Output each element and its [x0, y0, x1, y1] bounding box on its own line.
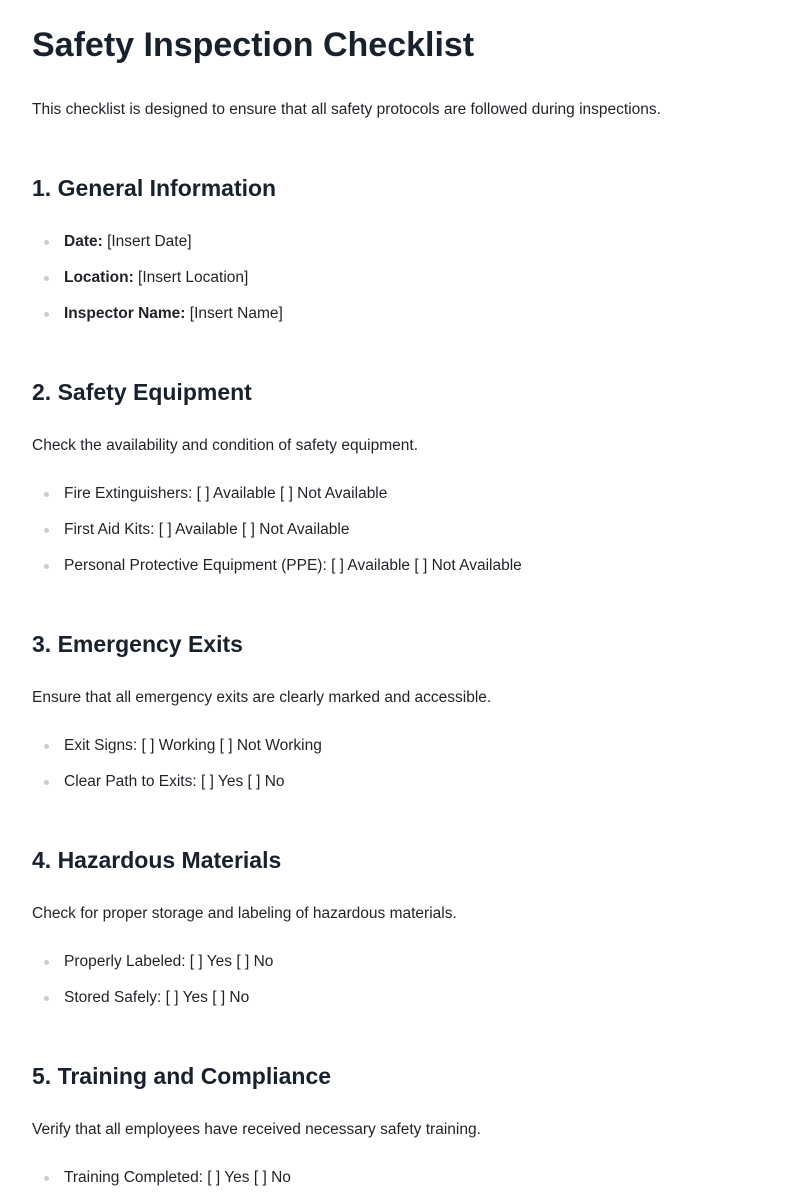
- list-item-inspector-name: [64, 302, 283, 326]
- section-description: Check for proper storage and labeling of hazardous materials.: [32, 905, 457, 922]
- section-heading-safety-equipment: 2. Safety Equipment: [32, 379, 252, 405]
- section-description: Check the availability and condition of safety equipment.: [32, 437, 419, 454]
- bullet-icon: [44, 780, 49, 785]
- item-label: Location:: [64, 269, 134, 286]
- item-label: Inspector Name:: [64, 305, 186, 322]
- section-description: Ensure that all emergency exits are clearly marked and accessible.: [32, 689, 492, 706]
- bullet-icon: [44, 564, 49, 569]
- item-text: Training Completed: [ ] Yes [ ] No: [64, 1169, 291, 1186]
- item-label: Date:: [64, 233, 103, 250]
- item-text: Fire Extinguishers: [ ] Available [ ] Not Available: [64, 485, 388, 502]
- list-item-exit-signs: [64, 734, 322, 758]
- bullet-icon: [44, 528, 49, 533]
- list-item-fire-extinguishers: [64, 482, 387, 506]
- item-text: Properly Labeled: [ ] Yes [ ] No: [64, 953, 274, 970]
- bullet-icon: [44, 276, 49, 281]
- item-text: First Aid Kits: [ ] Available [ ] Not Available: [64, 521, 350, 538]
- list-item-clear-path: [64, 770, 285, 794]
- list-item-first-aid-kits: [64, 518, 349, 542]
- item-text: Exit Signs: [ ] Working [ ] Not Working: [64, 737, 322, 754]
- item-value: [Insert Name]: [185, 305, 283, 322]
- list-item-stored-safely: [64, 986, 249, 1010]
- item-text: Stored Safely: [ ] Yes [ ] No: [64, 989, 250, 1006]
- page-title: Safety Inspection Checklist: [32, 26, 475, 64]
- section-description: Verify that all employees have received necessary safety training.: [32, 1121, 481, 1138]
- bullet-icon: [44, 312, 49, 317]
- list-item-properly-labeled: [64, 950, 273, 974]
- item-text: Personal Protective Equipment (PPE): [ ] Available [ ] Not Available: [64, 557, 522, 574]
- section-heading-training-compliance: 5. Training and Compliance: [32, 1063, 332, 1089]
- item-value: [Insert Date]: [102, 233, 192, 250]
- list-item-training-completed: [64, 1166, 291, 1190]
- bullet-icon: [44, 492, 49, 497]
- list-item-date: [64, 230, 192, 254]
- bullet-icon: [44, 960, 49, 965]
- item-value: [Insert Location]: [133, 269, 249, 286]
- section-heading-hazardous-materials: 4. Hazardous Materials: [32, 847, 282, 873]
- list-item-location: [64, 266, 248, 290]
- bullet-icon: [44, 240, 49, 245]
- section-heading-emergency-exits: 3. Emergency Exits: [32, 631, 243, 657]
- intro-text: This checklist is designed to ensure that all safety protocols are followed during inspections.: [32, 101, 661, 118]
- bullet-icon: [44, 744, 49, 749]
- list-item-ppe: [64, 554, 522, 578]
- bullet-icon: [44, 1176, 49, 1181]
- bullet-icon: [44, 996, 49, 1001]
- item-text: Clear Path to Exits: [ ] Yes [ ] No: [64, 773, 285, 790]
- section-heading-general-information: 1. General Information: [32, 175, 277, 201]
